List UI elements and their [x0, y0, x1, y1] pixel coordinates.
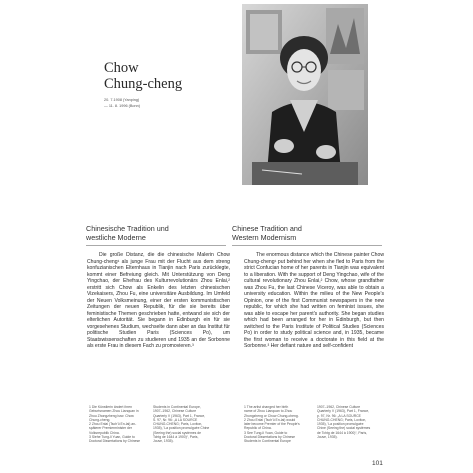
artist-name-second: Chung-cheng — [104, 76, 183, 92]
english-section-title-line2: Western Modernism — [232, 233, 297, 242]
page-number: 101 — [372, 460, 383, 467]
footnotes-english-col2: 1907–1962, Chinese Culture Quarterly V (1963), Part 1, France, p. 97, Nr. 96: „A LA SOURCE CHUNG-CHENG; Paris, Loviton, 1935), 'La position promulguée Chine (Seeing the) social systèmes de Tchtg de 1644 à 1900)“, Paris, Jouve, 1935). — [317, 405, 371, 440]
artist-death-date: — 11. 8. 1996 (Bonn) — [104, 104, 141, 108]
artist-birth-date: 20. 7.1908 (Yanping) — [104, 98, 140, 102]
english-body-text: The enormous distance which the Chinese painter Chow Chung-cheng¹ put behind her when she fled to Paris from the strict Confucian home of her parents in Tianjin was equivalent to a liberation. With the support of Deng Yingchao, wife of the cultural revolutionary Zhou Enlai,² Chow, whose grandfather was Zhou Fu, the last Chinese Viceroy, was able to obtain a university education. Within the milieu of the New People's Opinion, one of the first Communist newspapers in the new republic, for which she had written on feminist issues, she was able to escape her parent's authority. She began studies which had been arranged for her in Edinburgh, but then switched to the Paris Institute of Political Studies (Sciences Po) in order to study political science and, in 1935, became the first woman to receive a doctorate in this field at the Sorbonne.³ Her defiant nature and self-confident — [244, 252, 384, 349]
footnotes-german-col1: 1 Die Künstlerin ändert ihren Geburtsnamen Zhou Lianquan in Zhou Zhongzheng bzw. Chow Chung-cheng. 2 Zhou Enlai (Tsch'ü En-lai) an- späterer Premierminister der Volksrepublik China. 3 Siehe Tung-li Yuan, Guide to Doctoral Dissertations by Chinese — [89, 405, 141, 444]
german-section-title-line2: westliche Moderne — [86, 233, 146, 242]
footnotes-english-col1: 1 The artist changed her birth name of Zhou Lianquan to Zhou Zhongzheng or Chow Chung-cheng. 2 Zhou Enlai (Tsch'ü En-lai) would later become Premier of the People's Republic of China. 3 See Tung-li Yuan, Guide to Doctoral Dissertations by Chinese Students in Continental Europe — [244, 405, 300, 444]
portrait-photo-of-painter-icon — [242, 4, 368, 185]
artist-name-first: Chow — [104, 60, 139, 76]
german-section-title-line1: Chinesische Tradition und — [86, 224, 169, 233]
english-section-rule — [232, 245, 382, 246]
german-body-text: Die große Distanz, die die chinesische Malerin Chow Chung-cheng¹ als junge Frau mit der Flucht aus dem streng konfuzianischen Elternhaus in Tianjin nach Paris zurücklegte, kommt einer Befreiung gleich. Mit Unterstützung von Deng Yingchao, der Ehefrau des Kulturrevolutionärs Zhou Enlai,² erstritt sich Chow als Enkelin des letzten chinesischen Vizekaisers, Zhou Fu, eine universitäre Ausbildung. Im Umfeld der Neuen Volksmeinung, einer der ersten kommunistischen Zeitungen der neuen Republik, für die sie bereits über feministische Themen geschrieben hatte, entwand sie sich der elterlichen Autorität. Sie begann in Edinburgh ein für sie vorgesehenes Studium, wechselte dann aber an das Institut für politische Studien Paris (Sciences Po), um Staatswissenschaften zu studieren und 1935 an der Sorbonne als erste Frau in diesem Fach zu promovieren.³ — [87, 252, 230, 349]
footnotes-german-col2: Students in Continental Europe, 1907–1962, Chinese Culture Quarterly V (1963), Part 1, France, S. 97, Nr. 96: „A LA SOURCE CHUNG-CHENG; Paris, Loviton, 1935), 'La position promulguée Chine (Seeing the) social systèmes de Tchtg de 1644 à 1900)“, Paris, Jouve, 1935). — [153, 405, 210, 444]
artist-portrait-photo — [242, 4, 368, 185]
german-section-rule — [86, 245, 226, 246]
english-section-title-line1: Chinese Tradition and — [232, 224, 302, 233]
